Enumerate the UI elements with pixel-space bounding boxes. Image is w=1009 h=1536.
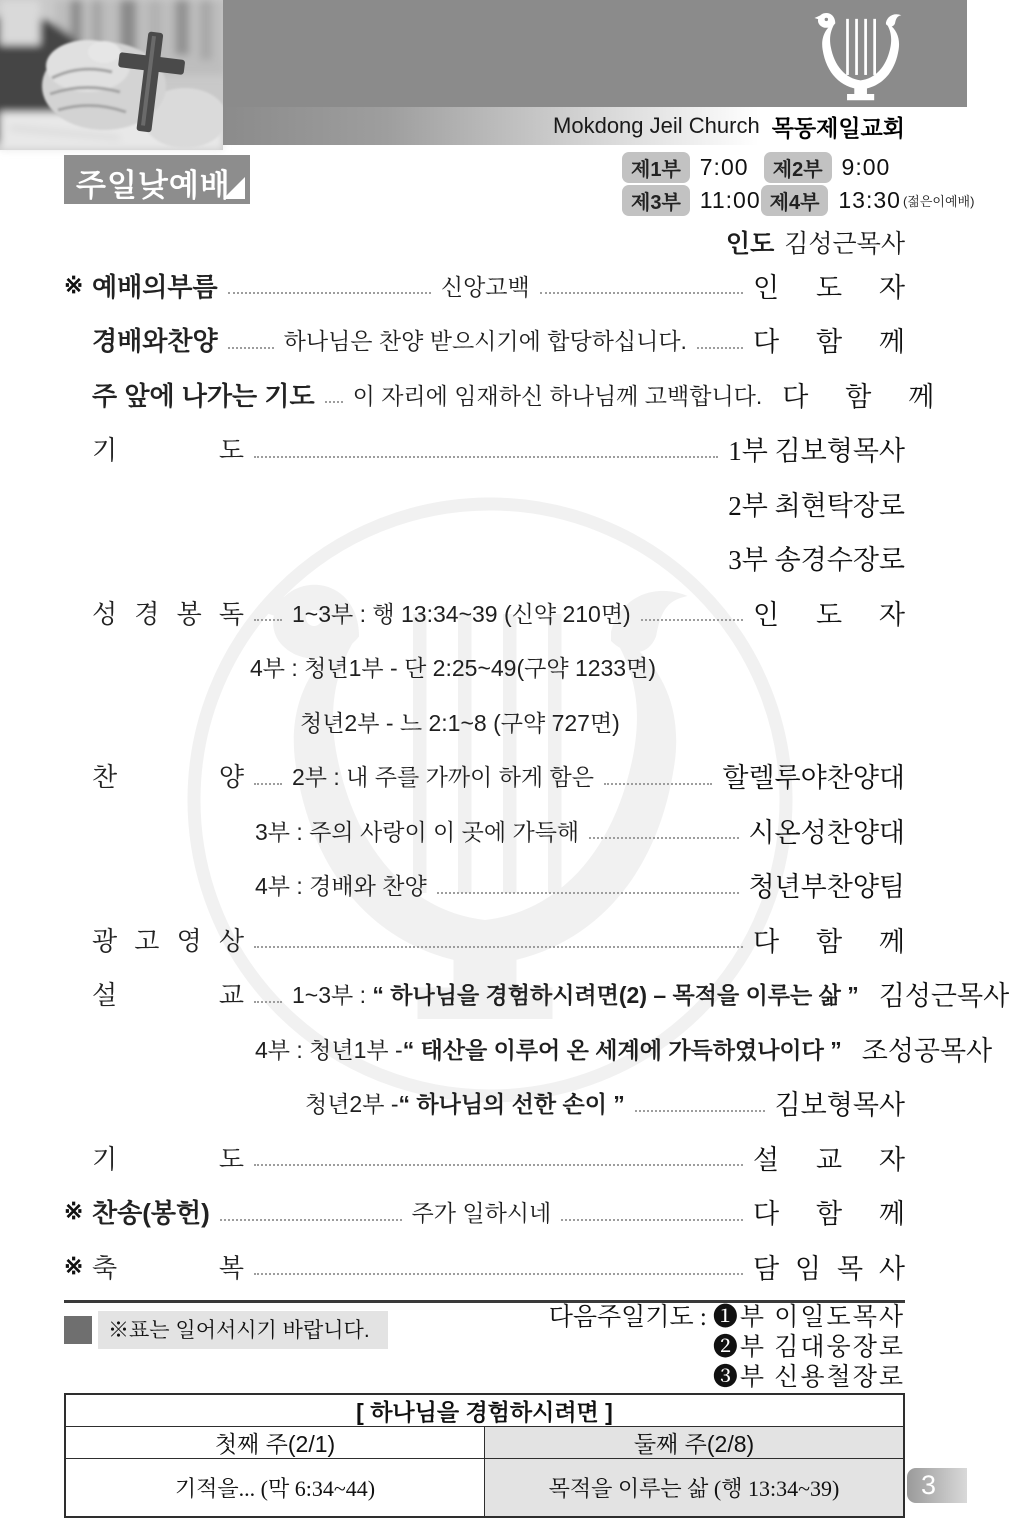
order-content: 4부 : 경배와 찬양 [255, 873, 427, 900]
order-row [64, 1076, 905, 1131]
sermon-title: “ 하나님을 경험하시려면(2) – 목적을 이루는 삶 ” [372, 982, 859, 1009]
order-row [64, 803, 905, 858]
stand-marker: ※ [64, 1252, 84, 1279]
next-week-lines [713, 1303, 905, 1393]
order-participant: 다 함 께 [753, 926, 905, 957]
leader-dots [254, 946, 743, 948]
order-participant: 할렐루야찬양대 [722, 763, 905, 794]
order-participant: 청년부찬양팀 [748, 872, 905, 903]
series-headers [66, 1427, 903, 1459]
stand-marker: ※ [64, 271, 84, 298]
leader-dots [220, 1219, 402, 1221]
order-content: 1~3부 : “ 하나님을 경험하시려면(2) – 목적을 이루는 삶 ” [292, 982, 859, 1009]
leader-dots [254, 1001, 282, 1003]
sermon-title: “ 태산을 이루어 온 세계에 가득하였나이다 ” [402, 1036, 842, 1063]
order-participant: 다 함 께 [753, 1199, 906, 1230]
series-cells [66, 1459, 903, 1516]
service-badge: 제3부 [622, 185, 690, 216]
order-row [64, 858, 905, 913]
service-time: 13:30 [838, 186, 901, 213]
times-row-1 [622, 152, 942, 182]
stand-footnote [64, 1311, 388, 1349]
order-row [64, 1185, 905, 1240]
sermon-title: “ 하나님의 선한 손이 ” [398, 1091, 625, 1118]
stand-note-text: ※표는 일어서시기 바랍니다. [98, 1311, 388, 1349]
order-row [64, 694, 905, 749]
order-label: 찬 양 [92, 762, 244, 793]
order-content: 청년2부 - 느 2:1~8 (구약 727면) [300, 709, 620, 736]
stand-marker: ※ [64, 1198, 84, 1225]
service-badge: 제1부 [622, 152, 690, 183]
order-row [64, 967, 1009, 1022]
service-time: 11:00 [699, 186, 761, 213]
order-row [64, 1021, 993, 1076]
times-row-2 [622, 185, 975, 215]
order-participant: 2부 최현탁장로 [728, 490, 905, 521]
order-row [64, 367, 935, 422]
order-content: 주가 일하시네 [411, 1200, 552, 1227]
order-content: 청년2부 -“ 하나님의 선한 손이 ” [305, 1091, 625, 1118]
service-title-box [64, 155, 250, 204]
order-participant: 담 임 목 사 [753, 1253, 905, 1284]
service-time: 7:00 [699, 153, 749, 180]
order-participant: 인 도 자 [753, 272, 905, 303]
leader-dots [254, 1164, 743, 1166]
church-name-ko: 목동제일교회 [771, 114, 905, 141]
order-participant: 김보형목사 [774, 1090, 905, 1121]
service-time-note: (젊은이예배) [902, 193, 975, 209]
order-label: 경배와찬양 [92, 326, 218, 357]
next-week-line: ❶부 이일도목사 [712, 1304, 905, 1331]
leader-label: 인도 [725, 230, 775, 258]
order-participant: 3부 송경수장로 [728, 545, 905, 576]
series-cell: 기적을... (막 6:34~44) [174, 1476, 376, 1501]
order-row [64, 422, 905, 477]
leader-dots [228, 347, 274, 349]
gray-square-icon [64, 1316, 92, 1344]
order-row [64, 1130, 905, 1185]
order-content: 신앙고백 [440, 273, 530, 300]
order-label: 예배의부름 [92, 271, 218, 302]
order-row [64, 912, 905, 967]
leader-dots [604, 783, 713, 785]
worship-leader [726, 224, 905, 260]
series-title: [ 하나님을 경험하시려면 ] [66, 1395, 903, 1427]
service-badge: 제4부 [761, 185, 829, 216]
page-number: 3 [921, 1470, 937, 1500]
order-label: 찬송(봉헌) [92, 1198, 210, 1229]
order-participant: 다 함 께 [753, 327, 905, 358]
next-week-prayer [549, 1303, 905, 1393]
order-participant: 김성근목사 [878, 981, 1009, 1012]
page-number-tab [907, 1468, 967, 1503]
order-row [64, 476, 905, 531]
next-week-line: ❸부 신용철장로 [712, 1364, 905, 1391]
leader-dots [561, 1219, 743, 1221]
leader-dots [635, 1110, 765, 1112]
order-content: 3부 : 주의 사랑이 이 곳에 가득해 [255, 818, 580, 845]
leader-dots [228, 292, 431, 294]
order-content: 4부 : 청년1부 - 단 2:25~49(구약 1233면) [250, 655, 656, 682]
next-week-line: ❷부 김대웅장로 [712, 1334, 905, 1361]
order-content: 이 자리에 임재하신 하나님께 고백합니다. [352, 382, 763, 409]
leader-name: 김성근목사 [784, 230, 905, 258]
order-participant: 조성공목사 [861, 1035, 993, 1066]
order-participant: 시온성찬양대 [748, 817, 905, 848]
service-title: 주일낮예배 [76, 168, 231, 203]
order-participant: 다 함 께 [782, 381, 935, 412]
order-row [64, 258, 905, 313]
leader-dots [254, 619, 282, 621]
service-badge: 제2부 [764, 152, 832, 183]
order-label: 축 복 [92, 1252, 244, 1283]
order-participant: 1부 김보형목사 [728, 436, 905, 467]
series-cell: 목적을 이루는 삶 (행 13:34~39) [484, 1459, 903, 1516]
leader-dots [540, 292, 743, 294]
order-content: 1~3부 : 행 13:34~39 (신약 210면) [292, 600, 631, 627]
sermon-series-table [64, 1393, 905, 1518]
next-week-label: 다음주일기도 : [548, 1304, 707, 1331]
order-content: 하나님은 찬양 받으시기에 합당하십니다. [283, 328, 687, 355]
order-label: 기 도 [92, 1143, 244, 1174]
order-row [64, 585, 905, 640]
service-time: 9:00 [841, 153, 891, 180]
leader-dots [325, 401, 343, 403]
order-row [64, 640, 905, 695]
order-label: 광 고 영 상 [92, 925, 244, 956]
leader-dots [254, 456, 718, 458]
order-label: 주 앞에 나가는 기도 [92, 380, 315, 411]
leader-dots [254, 1273, 743, 1275]
header-banner [223, 0, 967, 145]
service-times [622, 152, 975, 218]
order-label: 설 교 [92, 980, 244, 1011]
order-participant: 인 도 자 [753, 599, 905, 630]
order-row [64, 313, 905, 368]
order-label: 성 경 봉 독 [92, 598, 244, 629]
church-name-band [223, 107, 967, 145]
leader-dots [589, 837, 738, 839]
leader-dots [254, 783, 282, 785]
order-row [64, 1239, 905, 1294]
praying-hands-photo [0, 0, 223, 150]
leader-dots [437, 892, 739, 894]
order-row [64, 531, 905, 586]
order-row [64, 749, 905, 804]
series-col-header: 첫째 주(2/1) [66, 1427, 484, 1459]
order-content: 2부 : 내 주를 가까이 하게 함은 [292, 764, 594, 791]
order-participant: 설 교 자 [753, 1144, 905, 1175]
leader-dots [641, 619, 743, 621]
leader-dots [697, 347, 743, 349]
order-label: 기 도 [92, 435, 244, 466]
series-col-header: 둘째 주(2/8) [484, 1427, 903, 1459]
order-content: 4부 : 청년1부 -“ 태산을 이루어 온 세계에 가득하였나이다 ” [255, 1036, 842, 1063]
church-name-en: Mokdong Jeil Church [553, 113, 760, 138]
order-of-worship [64, 258, 1009, 1294]
lyre-bird-icon [809, 8, 917, 108]
